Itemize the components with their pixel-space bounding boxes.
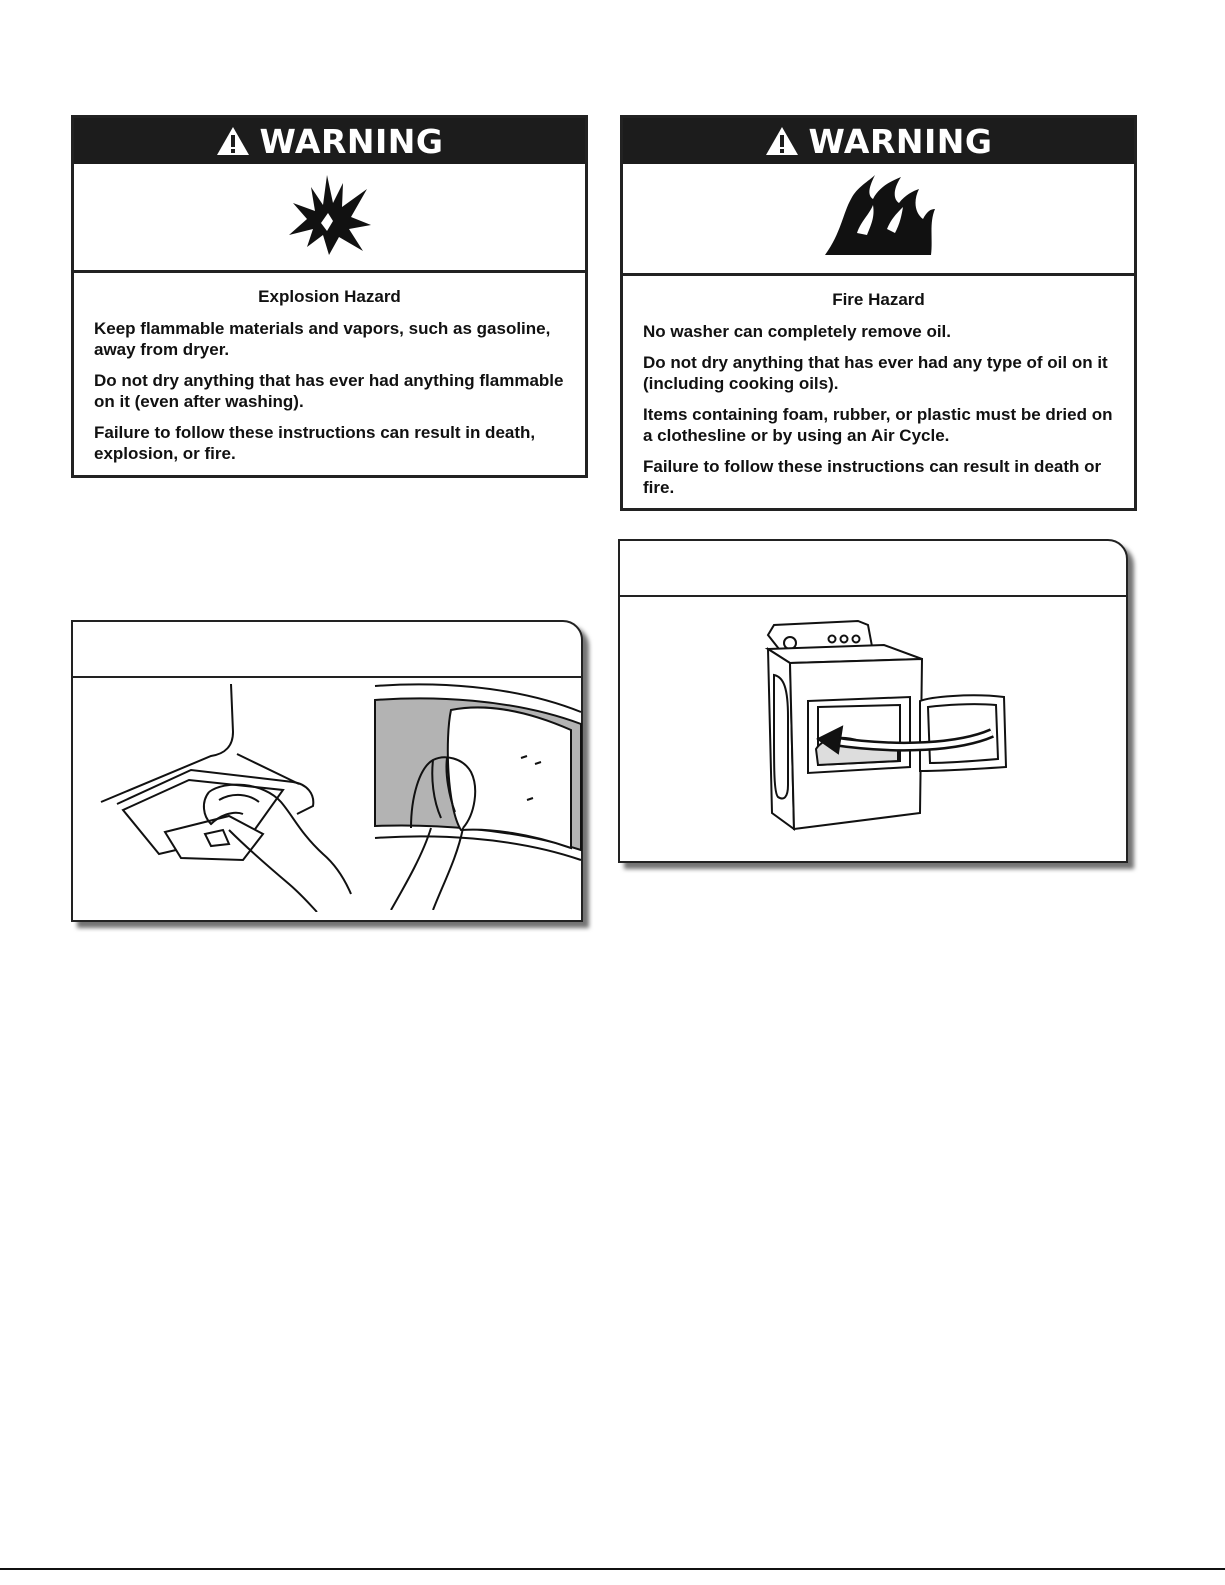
warning-paragraph: Do not dry anything that has ever had anything flammable on it (even after washing). bbox=[94, 371, 564, 411]
warning-paragraph: Items containing foam, rubber, or plastic must be dried on a clothesline or by using an Air Cycle. bbox=[643, 405, 1113, 445]
warning-text bbox=[74, 273, 585, 476]
warning-paragraph: Keep flammable materials and vapors, such as gasoline, away from dryer. bbox=[94, 319, 551, 359]
fire-warning-box bbox=[620, 115, 1137, 511]
warning-paragraph: Failure to follow these instructions can result in death or fire. bbox=[643, 457, 1102, 497]
warning-paragraph: Do not dry anything that has ever had any type of oil on it (including cooking oils). bbox=[643, 353, 1108, 393]
warning-header-label: WARNING bbox=[259, 121, 444, 161]
warning-triangle-icon bbox=[765, 126, 799, 156]
dryer-open-door-icon bbox=[760, 617, 1020, 842]
card-header bbox=[620, 541, 1126, 597]
warning-text bbox=[623, 276, 1134, 510]
explosion-icon-row bbox=[74, 164, 585, 273]
explosion-warning-box bbox=[71, 115, 588, 478]
card-header bbox=[73, 622, 581, 678]
fire-icon bbox=[821, 173, 937, 264]
page-bottom-rule bbox=[0, 1568, 1225, 1570]
warning-header-label: WARNING bbox=[808, 121, 993, 161]
hand-wiping-drum-icon bbox=[371, 678, 583, 915]
hazard-title: Fire Hazard bbox=[832, 290, 925, 309]
warning-paragraph: Failure to follow these instructions can result in death, explosion, or fire. bbox=[94, 423, 536, 463]
warning-header bbox=[74, 118, 585, 164]
fire-icon-row bbox=[623, 164, 1134, 276]
hazard-title: Explosion Hazard bbox=[258, 287, 401, 306]
warning-paragraph: No washer can completely remove oil. bbox=[643, 322, 952, 341]
lint-cleaning-illustration-card bbox=[71, 620, 583, 922]
lint-screen-cleaning-icon bbox=[93, 684, 363, 917]
warning-header bbox=[623, 118, 1134, 164]
dryer-illustration-card bbox=[618, 539, 1128, 863]
warning-triangle-icon bbox=[216, 126, 250, 156]
explosion-icon bbox=[287, 173, 373, 262]
